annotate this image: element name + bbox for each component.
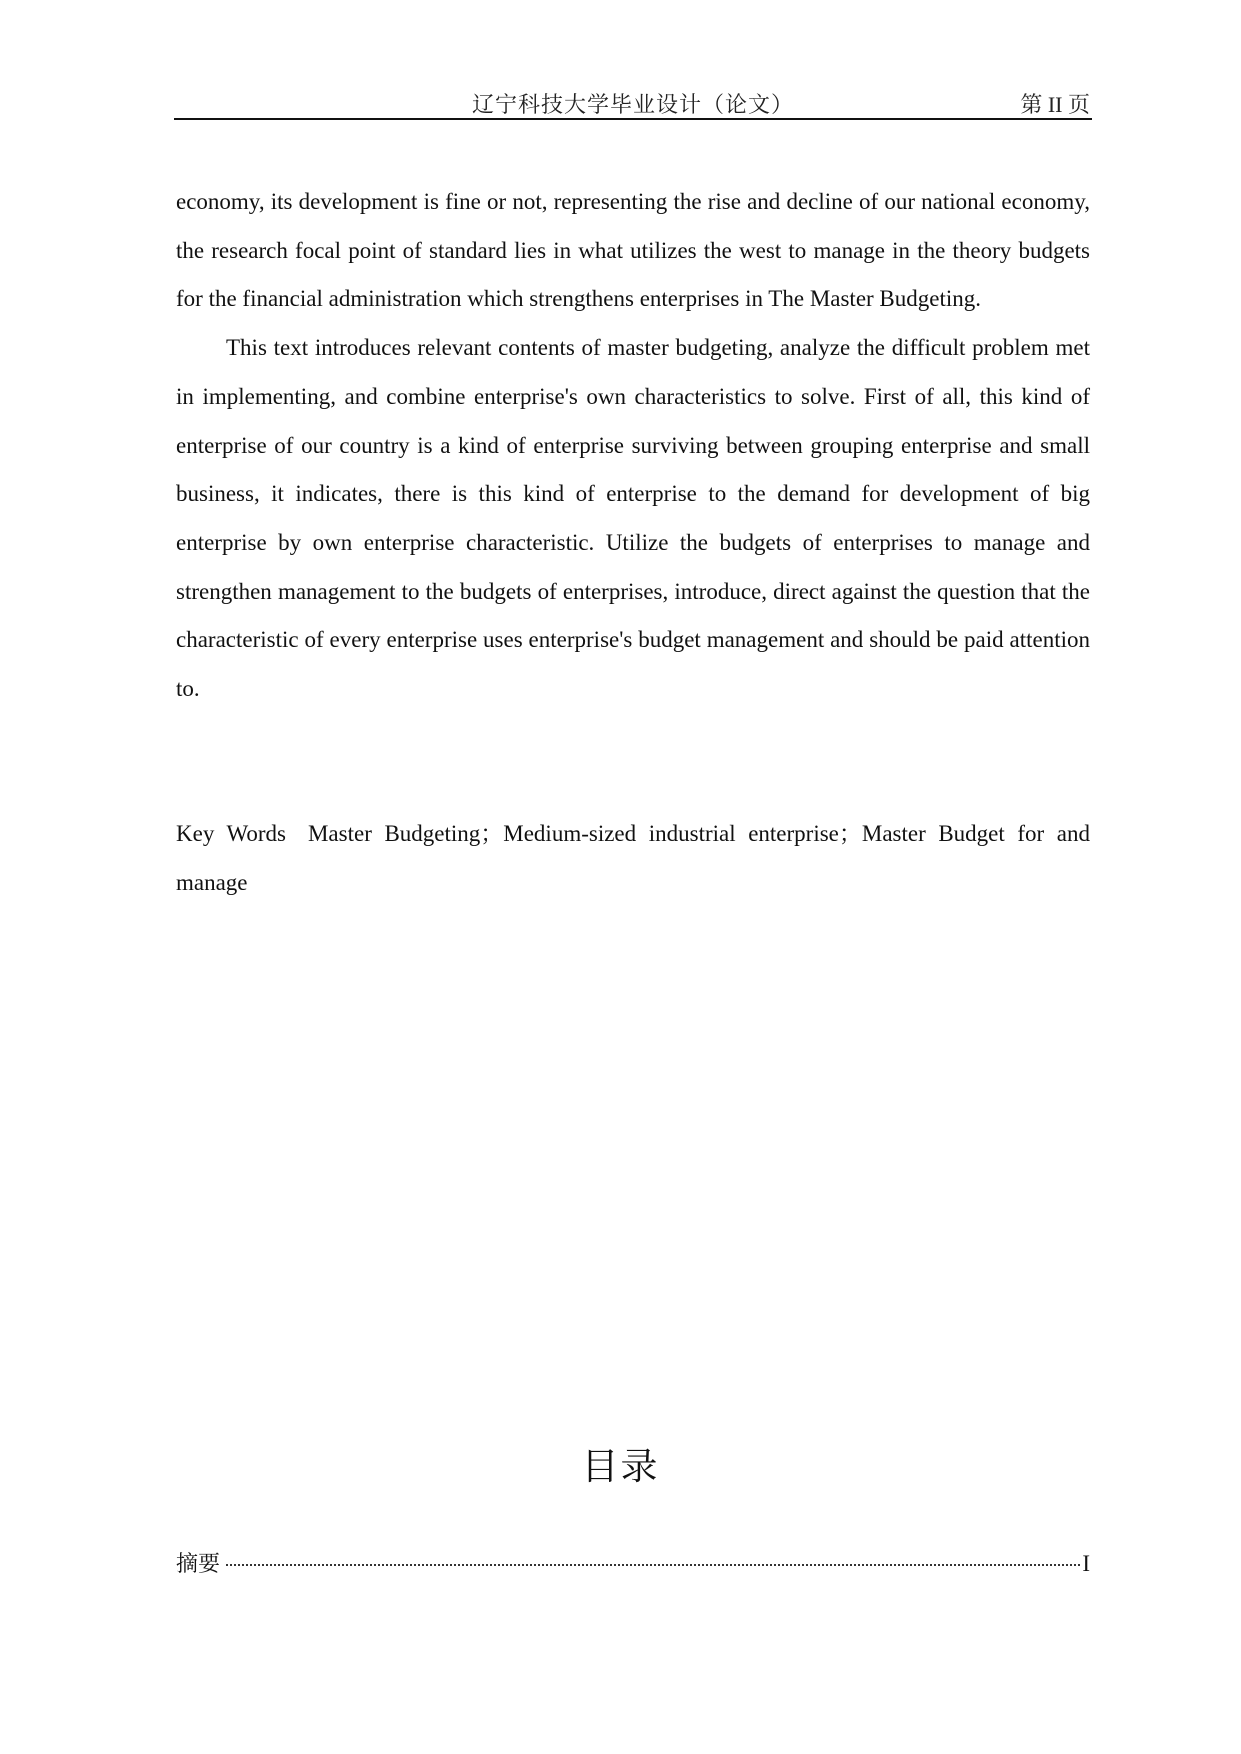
toc-entry[interactable]: [176, 1547, 1090, 1581]
keywords-section: [176, 810, 1090, 907]
header-title: 辽宁科技大学毕业设计（论文）: [471, 92, 794, 117]
toc-dot-leader: [226, 1564, 1080, 1566]
abstract-body: [176, 178, 1090, 714]
keywords-label: Key Words: [176, 821, 286, 846]
abstract-paragraph-continued: economy, its development is fine or not, representing the rise and decline of our national economy, the research focal point of standard lies in what utilizes the west to manage in the theory budgets for the financial administration which strengthens enterprises in The Master Budgeting.: [176, 189, 1090, 312]
header-page-number: 第 II 页: [1020, 92, 1090, 117]
abstract-paragraph: This text introduces relevant contents of master budgeting, analyze the difficult problem met in implementing, and combine enterprise's own characteristics to solve. First of all, this kind of enterprise of our country is a kind of enterprise surviving between grouping enterprise and small business, it indicates, there is this kind of enterprise to the demand for development of big enterprise by own enterprise characteristic. Utilize the budgets of enterprises to manage and strengthen management to the budgets of enterprises, introduce, direct against the question that the characteristic of every enterprise uses enterprise's budget management and should be paid attention to.: [176, 335, 1090, 702]
toc-entry-label: 摘要: [176, 1552, 221, 1577]
keywords-text: Master Budgeting；Medium-sized industrial enterprise；Master Budget for and manage: [176, 821, 1090, 895]
toc-entry-page: I: [1082, 1551, 1090, 1576]
page-header: [174, 84, 1092, 120]
toc-title: 目录: [581, 1445, 660, 1488]
